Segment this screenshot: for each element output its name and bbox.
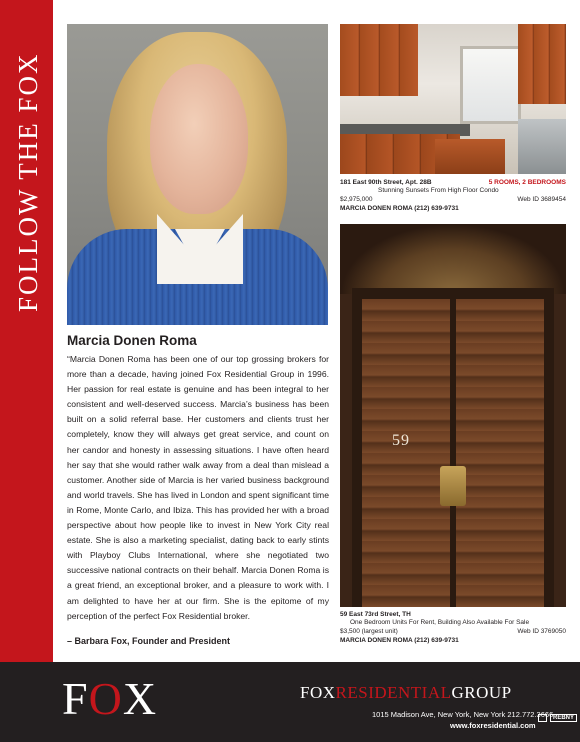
agent-name: Marcia Donen Roma [67,333,197,348]
listing-1-price: $2,975,000 [340,196,373,203]
listing-1-photo [340,24,566,174]
listing-1-contact: MARCIA DONEN ROMA (212) 639-9731 [340,205,459,212]
footer-website[interactable]: www.foxresidential.com [450,721,536,730]
brand-name: FOXRESIDENTIALGROUP [300,683,512,702]
agent-portrait [67,24,328,325]
fox-logo: FOX [62,673,158,724]
listing-2-description: One Bedroom Units For Rent, Building Also Available For Sale [350,619,530,626]
bio-signature: – Barbara Fox, Founder and President [67,636,231,646]
equal-housing-icon [538,714,547,722]
footer-address: 1015 Madison Ave, New York, New York 212.772.3666 [372,710,554,719]
listing-1-address: 181 East 90th Street, Apt. 28B [340,179,432,186]
listing-2-web-id: Web ID 3769050 [517,628,566,635]
listing-2-contact: MARCIA DONEN ROMA (212) 639-9731 [340,637,459,644]
listing-2-address: 59 East 73rd Street, TH [340,611,411,618]
door-number: 59 [392,432,410,449]
listing-1-rooms: 5 ROOMS, 2 BEDROOMS [488,179,566,186]
agent-bio: “Marcia Donen Roma has been one of our top grossing brokers for more than a decade, having joined Fox Residential Group in 1996. Her passion for real estate is genuine and has been integral to her consistent and well-deserved success. Marcia’s business has been built on a solid referral base. Her customers and clients trust her completely, know they will always get great service, and count on her candor and honesty in assessing situations. I have often heard her say that she would rather walk away from a deal than mislead a customer. Another side of Marcia is her varied business background and world travels. She has lived in London and spent significant time in Rome, Monte Carlo, and Ibiza. This has provided her with a broad perspective about how people like to invest in New York City real estate. She is also a marketing specialist, dating back to early stints with Playboy Clubs International, where she negotiated two successive national contracts on their behalf. Marcia Donen Roma is a great friend, an exceptional broker, and a pleasure to work with. I am delighted to have her at our firm. She is the epitome of my perception of the perfect Fox Residential broker. [67,354,329,621]
listing-2-photo [340,224,566,607]
listing-2-price: $3,500 (largest unit) [340,628,398,635]
rebny-badge: REBNY [550,714,577,722]
listing-1-description: Stunning Sunsets From High Floor Condo [378,187,499,194]
listing-1-web-id: Web ID 3689454 [517,196,566,203]
